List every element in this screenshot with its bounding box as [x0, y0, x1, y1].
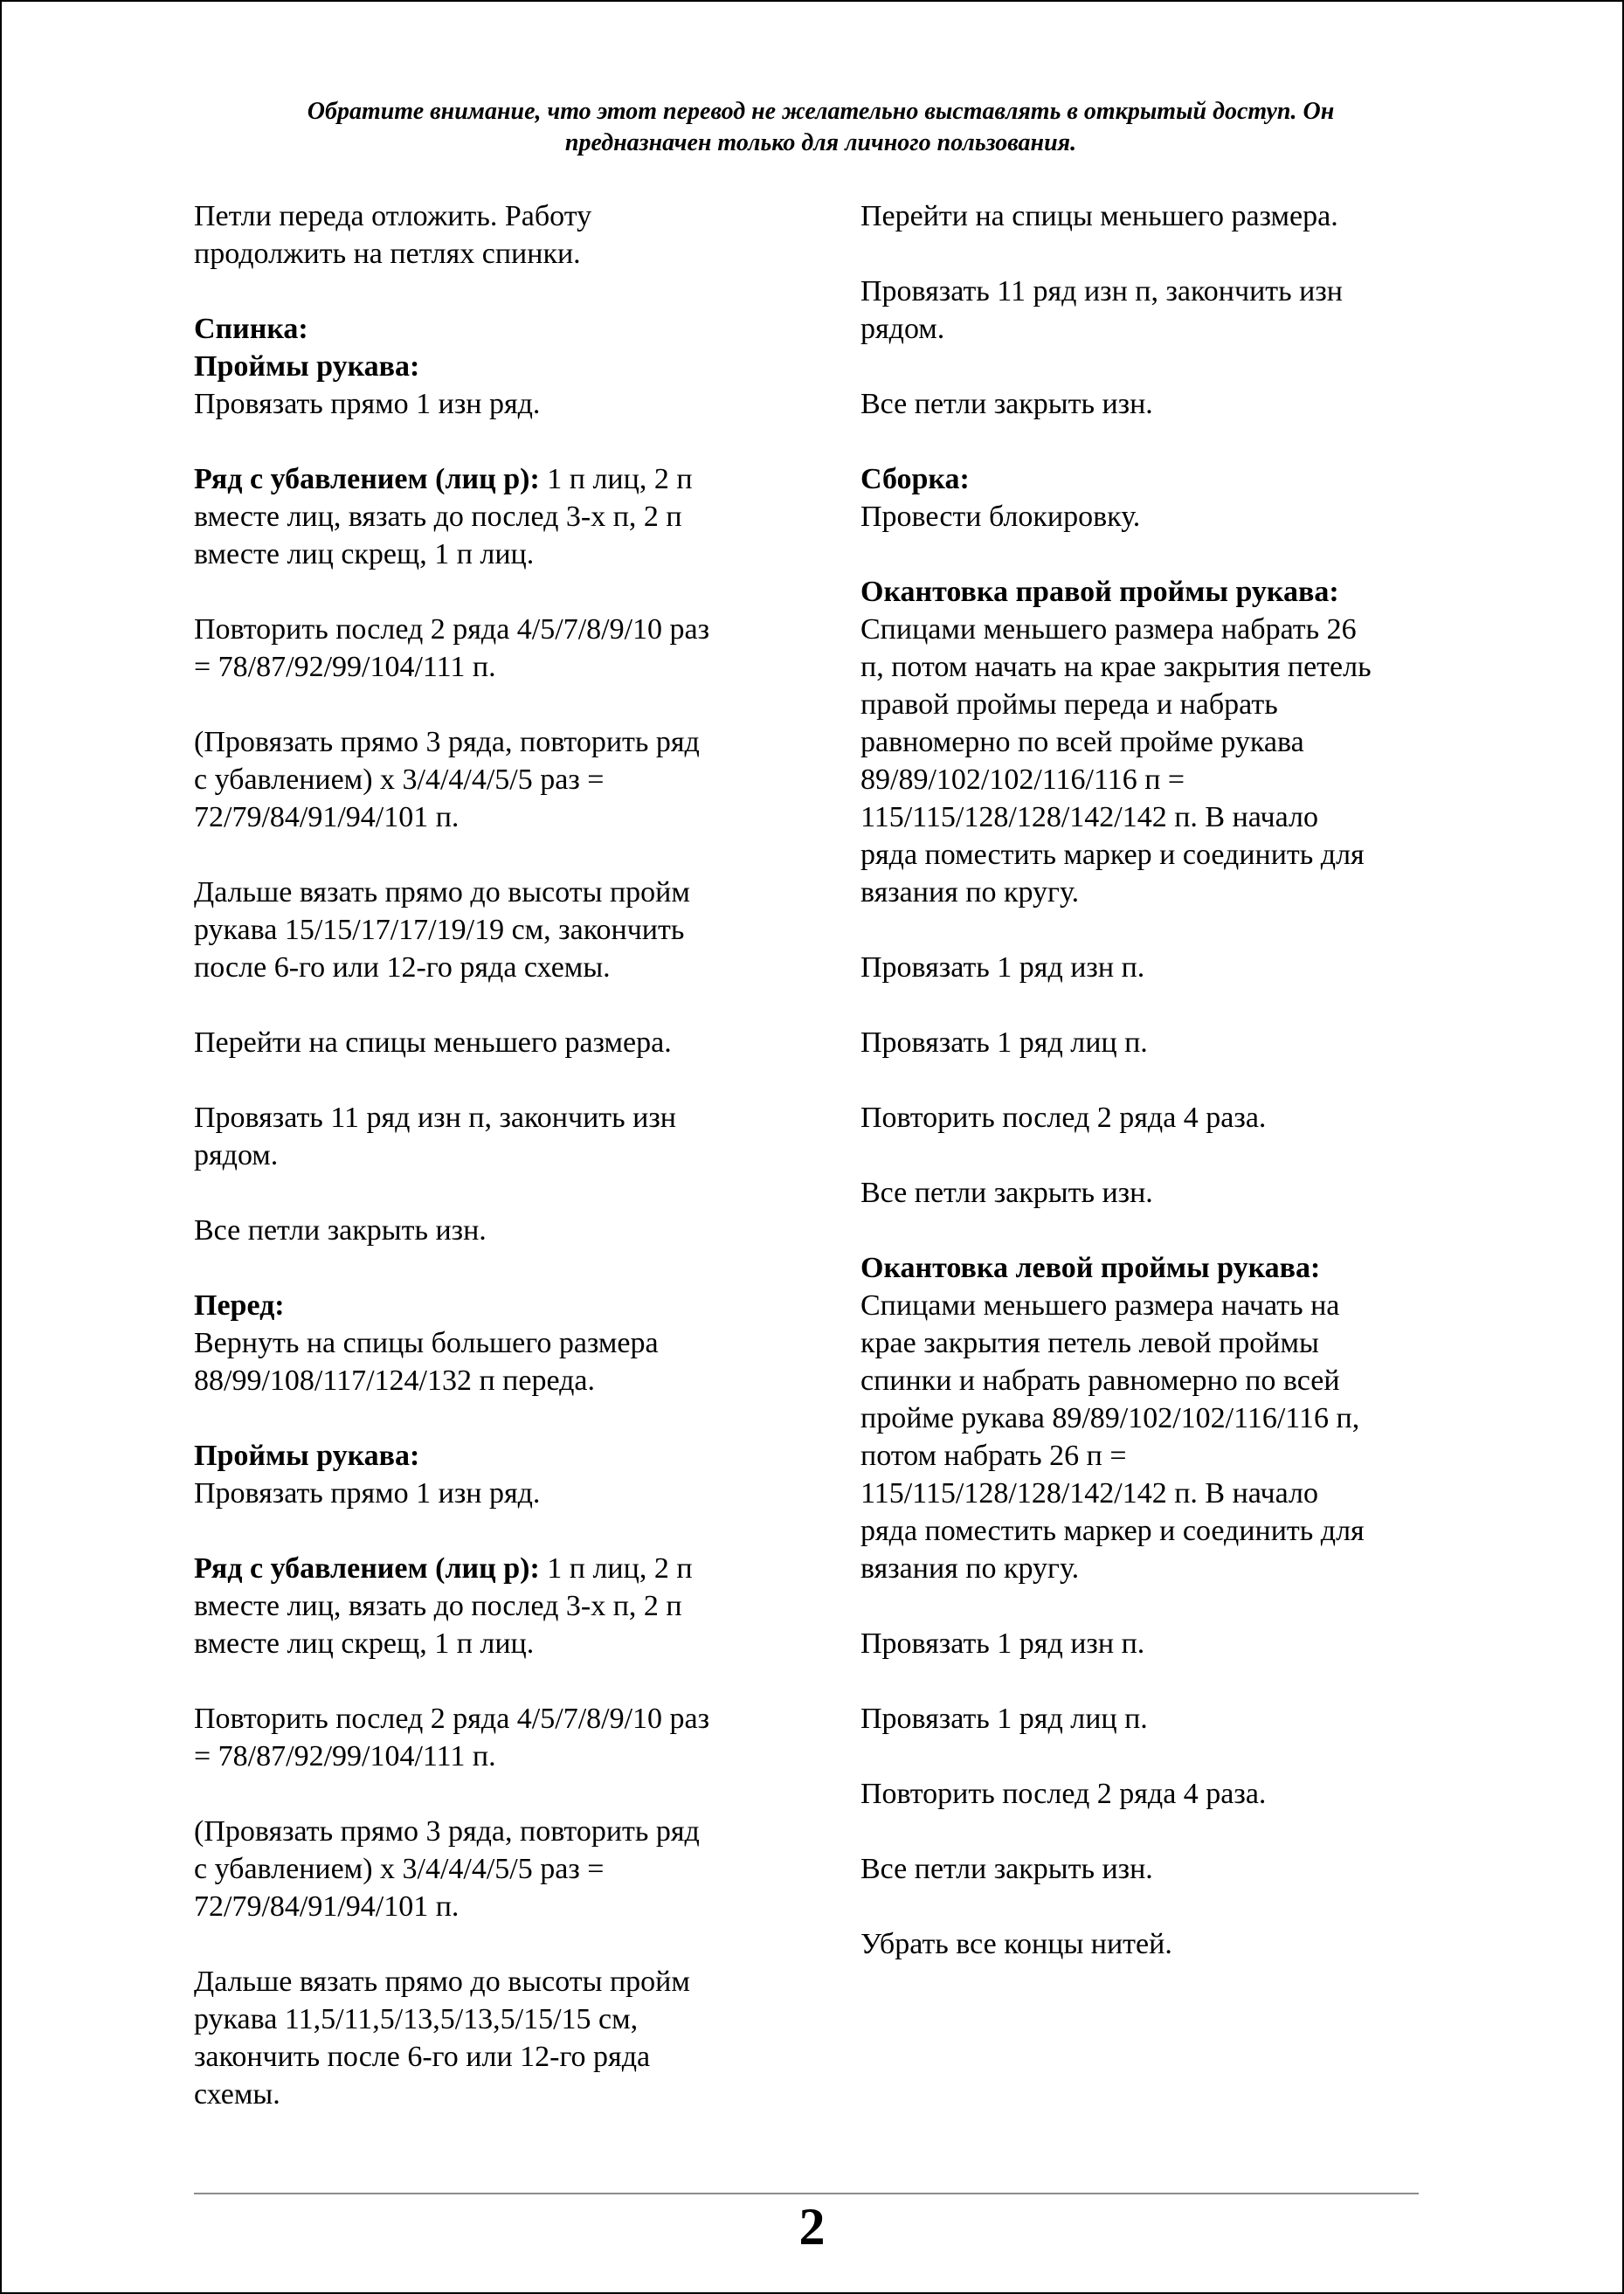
text-line: Вернуть на спицы большего размера	[194, 1327, 659, 1359]
text-line: 72/79/84/91/94/101 п.	[194, 1890, 460, 1923]
page-number: 2	[798, 2198, 826, 2256]
notice-line: предназначен только для личного пользования.	[564, 129, 1077, 156]
paragraph	[860, 1099, 1463, 1137]
back-section	[194, 310, 797, 423]
text-line: вязания по кругу.	[860, 1552, 1080, 1585]
text-line: Повторить послед 2 ряда 4/5/7/8/9/10 раз	[194, 1703, 710, 1735]
text-line: Все петли закрыть изн.	[860, 1853, 1153, 1885]
right-column	[860, 197, 1463, 2000]
notice-line: Обратите внимание, что этот перевод не желательно выставлять в открытый доступ. Он	[307, 98, 1335, 125]
paragraph	[860, 1925, 1463, 1963]
text-line: Дальше вязать прямо до высоты пройм	[194, 1966, 690, 1998]
paragraph	[860, 197, 1463, 235]
text-line: 115/115/128/128/142/142 п. В начало	[860, 1477, 1318, 1510]
text-line: вместе лиц, вязать до послед 3-х п, 2 п	[194, 1590, 682, 1622]
text-line: Провязать 11 ряд изн п, закончить изн	[194, 1102, 676, 1134]
text-line: Провязать 1 ряд лиц п.	[860, 1026, 1148, 1059]
text-line: вместе лиц скрещ, 1 п лиц.	[194, 538, 535, 570]
footer-divider	[194, 2193, 1419, 2194]
text-line: Повторить послед 2 ряда 4/5/7/8/9/10 раз	[194, 613, 710, 646]
text-line: схемы.	[194, 2078, 280, 2111]
text-line: = 78/87/92/99/104/111 п.	[194, 651, 496, 683]
section-heading-assembly: Сборка:	[860, 463, 970, 495]
assembly-section	[860, 460, 1463, 535]
text-line: рядом.	[194, 1139, 279, 1171]
paragraph	[194, 874, 797, 986]
paragraph	[860, 273, 1463, 348]
section-heading-right-edging: Окантовка правой проймы рукава:	[860, 576, 1339, 608]
paragraph	[860, 1174, 1463, 1212]
text-line: (Провязать прямо 3 ряда, повторить ряд	[194, 1815, 700, 1848]
text-line: вязания по кругу.	[860, 876, 1080, 909]
text-line: Повторить послед 2 ряда 4 раза.	[860, 1778, 1267, 1810]
paragraph	[194, 1099, 797, 1174]
paragraph	[194, 611, 797, 686]
text-line: вместе лиц, вязать до послед 3-х п, 2 п	[194, 501, 682, 533]
text-fragment: 1 п лиц, 2 п	[539, 1552, 693, 1585]
paragraph	[194, 723, 797, 836]
text-line: рукава 11,5/11,5/13,5/13,5/15/15 см,	[194, 2003, 639, 2035]
text-line: Провязать 11 ряд изн п, закончить изн	[860, 275, 1343, 307]
paragraph	[194, 1963, 797, 2113]
text-line: Петли переда отложить. Работу	[194, 200, 592, 232]
paragraph	[860, 385, 1463, 423]
decrease-row-paragraph	[194, 1550, 797, 1662]
left-armhole-edging-section	[860, 1249, 1463, 1587]
section-heading-front: Перед:	[194, 1289, 285, 1322]
paragraph	[194, 1813, 797, 1925]
text-line: с убавлением) x 3/4/4/4/5/5 раз =	[194, 764, 605, 796]
text-line: с убавлением) x 3/4/4/4/5/5 раз =	[194, 1853, 605, 1885]
text-line: правой проймы переда и набрать	[860, 688, 1278, 721]
paragraph	[194, 1024, 797, 1061]
decrease-row-label: Ряд с убавлением (лиц р):	[194, 463, 540, 495]
text-line: равномерно по всей пройме рукава	[860, 726, 1304, 758]
text-line: 72/79/84/91/94/101 п.	[194, 801, 460, 833]
paragraph	[860, 1700, 1463, 1738]
text-line: = 78/87/92/99/104/111 п.	[194, 1740, 496, 1772]
text-line: Перейти на спицы меньшего размера.	[194, 1026, 672, 1059]
text-line: Провязать прямо 1 изн ряд.	[194, 388, 541, 420]
text-line: Спицами меньшего размера набрать 26	[860, 613, 1357, 646]
text-line: Все петли закрыть изн.	[860, 1177, 1153, 1209]
armholes-section	[194, 1437, 797, 1512]
text-line: рядом.	[860, 313, 945, 345]
text-line: Спицами меньшего размера начать на	[860, 1289, 1340, 1322]
front-section	[194, 1287, 797, 1399]
text-line: после 6-го или 12-го ряда схемы.	[194, 951, 611, 984]
subheading-armholes: Проймы рукава:	[194, 350, 420, 383]
decrease-row-paragraph	[194, 460, 797, 573]
left-column	[194, 197, 797, 2151]
text-line: вместе лиц скрещ, 1 п лиц.	[194, 1627, 535, 1660]
text-line: крае закрытия петель левой проймы	[860, 1327, 1319, 1359]
text-line: Провязать 1 ряд изн п.	[860, 1627, 1145, 1660]
decrease-row-label: Ряд с убавлением (лиц р):	[194, 1552, 540, 1585]
text-line: Убрать все концы нитей.	[860, 1928, 1172, 1960]
text-line: потом набрать 26 п =	[860, 1440, 1127, 1472]
paragraph	[860, 1024, 1463, 1061]
text-line: ряда поместить маркер и соединить для	[860, 839, 1365, 871]
section-heading-back: Спинка:	[194, 313, 308, 345]
section-heading-left-edging: Окантовка левой проймы рукава:	[860, 1252, 1321, 1284]
text-line: Провязать 1 ряд лиц п.	[860, 1703, 1148, 1735]
subheading-armholes: Проймы рукава:	[194, 1440, 420, 1472]
text-line: рукава 15/15/17/17/19/19 см, закончить	[194, 914, 685, 946]
text-fragment: 1 п лиц, 2 п	[539, 463, 693, 495]
text-line: п, потом начать на крае закрытия петель	[860, 651, 1372, 683]
paragraph	[194, 1700, 797, 1775]
text-line: пройме рукава 89/89/102/102/116/116 п,	[860, 1402, 1360, 1434]
text-line: ряда поместить маркер и соединить для	[860, 1515, 1365, 1547]
paragraph	[860, 1850, 1463, 1888]
text-line: Провязать 1 ряд изн п.	[860, 951, 1145, 984]
text-line: Перейти на спицы меньшего размера.	[860, 200, 1338, 232]
text-line: Все петли закрыть изн.	[860, 388, 1153, 420]
text-line: 88/99/108/117/124/132 п переда.	[194, 1365, 595, 1397]
text-line: Все петли закрыть изн.	[194, 1214, 487, 1247]
header-notice	[176, 96, 1465, 159]
text-line: Дальше вязать прямо до высоты пройм	[194, 876, 690, 909]
paragraph	[860, 1775, 1463, 1813]
text-line: Провести блокировку.	[860, 501, 1141, 533]
text-line: продолжить на петлях спинки.	[194, 238, 581, 270]
text-line: 115/115/128/128/142/142 п. В начало	[860, 801, 1318, 833]
right-armhole-edging-section	[860, 573, 1463, 911]
text-line: 89/89/102/102/116/116 п =	[860, 764, 1185, 796]
text-line: спинки и набрать равномерно по всей	[860, 1365, 1340, 1397]
text-line: закончить после 6-го или 12-го ряда	[194, 2041, 651, 2073]
paragraph	[194, 197, 797, 273]
paragraph	[860, 1625, 1463, 1662]
text-line: Провязать прямо 1 изн ряд.	[194, 1477, 541, 1510]
paragraph	[194, 1212, 797, 1249]
text-line: Повторить послед 2 ряда 4 раза.	[860, 1102, 1267, 1134]
text-line: (Провязать прямо 3 ряда, повторить ряд	[194, 726, 700, 758]
paragraph	[860, 949, 1463, 986]
